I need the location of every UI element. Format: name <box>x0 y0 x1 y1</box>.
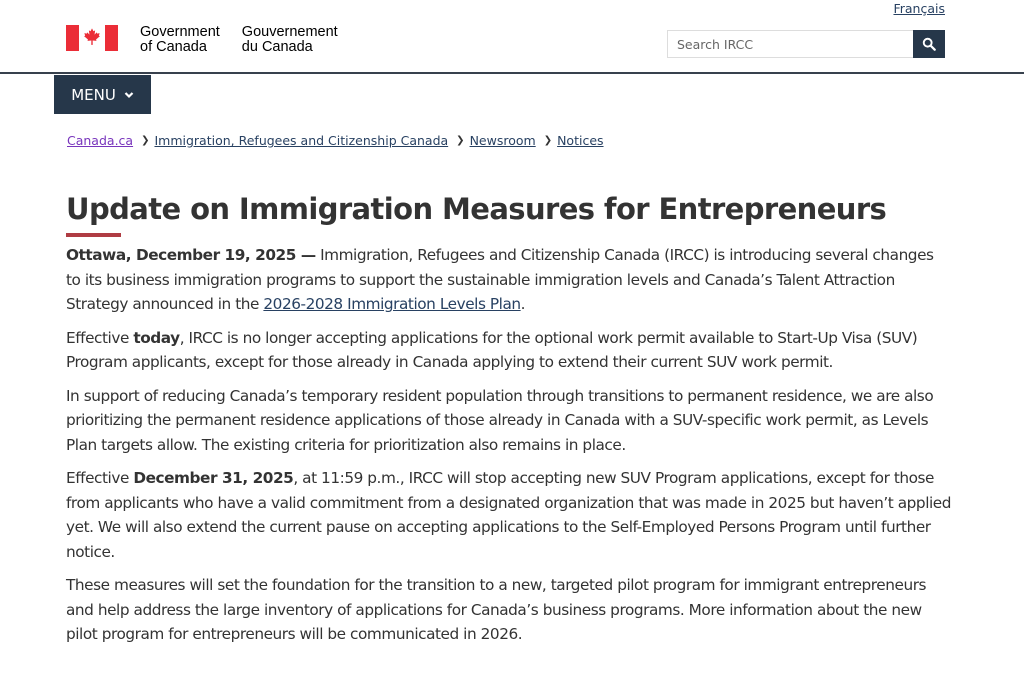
signature-en-line1: Government <box>140 24 220 40</box>
p4-bold: December 31, 2025 <box>133 469 294 487</box>
breadcrumb <box>67 133 604 148</box>
paragraph-intro <box>66 243 951 317</box>
paragraph-prioritization: In support of reducing Canada’s temporary resident population through transitions to permanent residence, we are also prioritizing the permanent residence applications of those already in Canada with a SUV-specific work permit, as Levels Plan targets allow. The existing criteria for prioritization also remains in place. <box>66 386 934 454</box>
title-underline <box>66 233 121 237</box>
menu-label: MENU <box>71 85 116 104</box>
paragraph-work-permit <box>66 326 951 375</box>
search-icon <box>922 37 936 51</box>
signature-french <box>242 25 338 55</box>
paragraph-pilot-program: These measures will set the foundation for the transition to a new, targeted pilot program for immigrant entrepreneurs and help address the large inventory of applications for Canada’s business programs. More information about the new pilot program for entrepreneurs will be communicated in 2026. <box>66 576 927 643</box>
maple-leaf-icon <box>81 27 103 49</box>
p2-pre: Effective <box>66 328 134 347</box>
government-of-canada-signature[interactable] <box>66 25 338 55</box>
breadcrumb-canada-ca[interactable]: Canada.ca <box>67 133 134 148</box>
chevron-right-icon: ❯ <box>456 135 465 146</box>
signature-english <box>140 25 220 55</box>
levels-plan-link[interactable]: 2026-2028 Immigration Levels Plan <box>263 295 521 313</box>
site-header <box>0 0 1024 74</box>
dateline: Ottawa, December 19, 2025 — <box>66 246 316 264</box>
language-toggle-link[interactable]: Français <box>893 1 945 16</box>
search-input[interactable] <box>667 30 913 58</box>
chevron-right-icon: ❯ <box>543 135 553 146</box>
search-form <box>667 30 945 58</box>
search-button[interactable] <box>913 30 945 58</box>
article-body <box>66 243 951 656</box>
menu-button[interactable] <box>54 75 151 114</box>
paragraph-suv-closure <box>66 466 951 564</box>
p2-bold: today <box>133 328 180 347</box>
signature-fr-line2: du Canada <box>241 39 313 55</box>
intro-end: . <box>520 295 526 313</box>
p4-pre: Effective <box>66 469 134 487</box>
signature-fr-line1: Gouvernement <box>241 24 338 40</box>
intro-text: Immigration, Refugees and Citizenship Canada (IRCC) is introducing several changes to its business immigration programs to support the sustainable immigration levels and Canada’s Talent Attraction Strategy announced in the <box>66 246 934 313</box>
breadcrumb-newsroom[interactable]: Newsroom <box>469 133 536 148</box>
p2-text: , IRCC is no longer accepting applications for the optional work permit available to Start-Up Visa (SUV) Program applicants, except for those already in Canada applying to extend their current SUV work permit. <box>66 328 918 371</box>
breadcrumb-ircc[interactable]: Immigration, Refugees and Citizenship Canada <box>154 133 449 148</box>
chevron-right-icon: ❯ <box>141 135 150 146</box>
canada-flag-icon <box>66 25 118 51</box>
breadcrumb-notices[interactable]: Notices <box>557 133 604 148</box>
signature-en-line2: of Canada <box>140 39 207 55</box>
chevron-down-icon <box>124 91 134 99</box>
p4-text: , at 11:59 p.m., IRCC will stop accepting new SUV Program applications, except for those from applicants who have a valid commitment from a designated organization that was made in 2025 but haven’t applied yet. We will also extend the current pause on accepting applications to the Self-Employed Persons Program until further notice. <box>66 469 952 561</box>
page-title: Update on Immigration Measures for Entrepreneurs <box>66 192 887 226</box>
